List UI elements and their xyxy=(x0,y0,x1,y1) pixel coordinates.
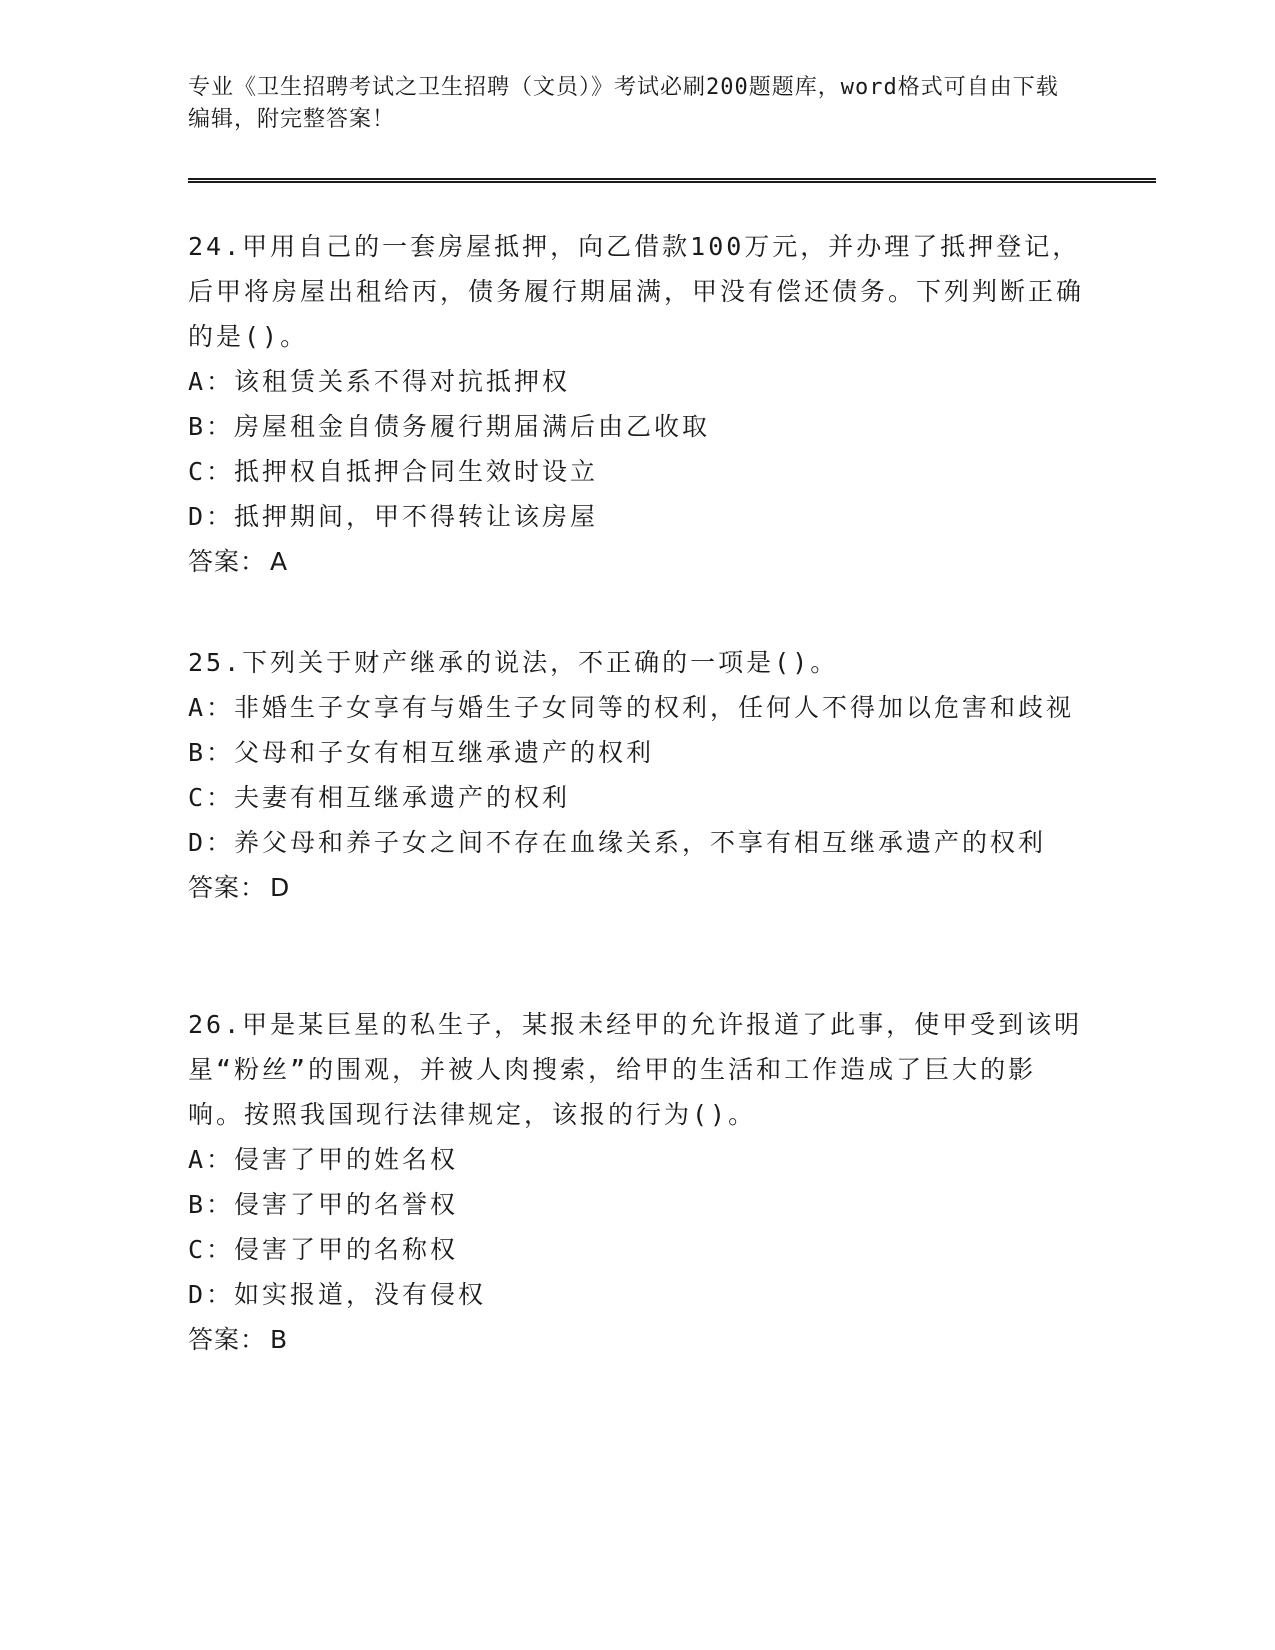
option-b: B：父母和子女有相互继承遗产的权利 xyxy=(188,738,655,767)
option-d: D：抵押期间，甲不得转让该房屋 xyxy=(188,502,599,531)
option-a: A：侵害了甲的姓名权 xyxy=(188,1145,459,1174)
answer-line xyxy=(188,1317,1088,1362)
option-b: B：侵害了甲的名誉权 xyxy=(188,1190,459,1219)
question-25 xyxy=(188,640,1088,910)
answer-line xyxy=(188,539,1088,584)
option-c: C：侵害了甲的名称权 xyxy=(188,1235,459,1264)
header-double-rule xyxy=(188,178,1156,183)
answer-label: 答案： xyxy=(188,1325,267,1354)
question-26 xyxy=(188,1002,1088,1362)
option-b: B：房屋租金自债务履行期届满后由乙收取 xyxy=(188,412,711,441)
option-a: A：非婚生子女享有与婚生子女同等的权利，任何人不得加以危害和歧视 xyxy=(188,693,1075,722)
option-d: D：养父母和养子女之间不存在血缘关系，不享有相互继承遗产的权利 xyxy=(188,828,1047,857)
question-stem: 26.甲是某巨星的私生子，某报未经甲的允许报道了此事，使甲受到该明星“粉丝”的围观，并被人肉搜索，给甲的生活和工作造成了巨大的影响。按照我国现行法律规定，该报的行为()。 xyxy=(188,1010,1083,1129)
answer-value: D xyxy=(270,873,291,902)
document-header-text: 专业《卫生招聘考试之卫生招聘（文员）》考试必刷200题题库，word格式可自由下载编辑，附完整答案！ xyxy=(188,75,1059,132)
answer-label: 答案： xyxy=(188,547,267,576)
answer-line xyxy=(188,865,1088,910)
question-24 xyxy=(188,224,1088,584)
answer-value: B xyxy=(270,1325,289,1354)
option-c: C：夫妻有相互继承遗产的权利 xyxy=(188,783,571,812)
question-stem: 24.甲用自己的一套房屋抵押，向乙借款100万元，并办理了抵押登记，后甲将房屋出租给丙，债务履行期届满，甲没有偿还债务。下列判断正确的是()。 xyxy=(188,232,1085,351)
answer-label: 答案： xyxy=(188,873,267,902)
option-c: C：抵押权自抵押合同生效时设立 xyxy=(188,457,599,486)
option-a: A：该租赁关系不得对抗抵押权 xyxy=(188,367,571,396)
question-stem: 25.下列关于财产继承的说法，不正确的一项是()。 xyxy=(188,648,839,677)
answer-value: A xyxy=(270,547,289,576)
option-d: D：如实报道，没有侵权 xyxy=(188,1280,487,1309)
